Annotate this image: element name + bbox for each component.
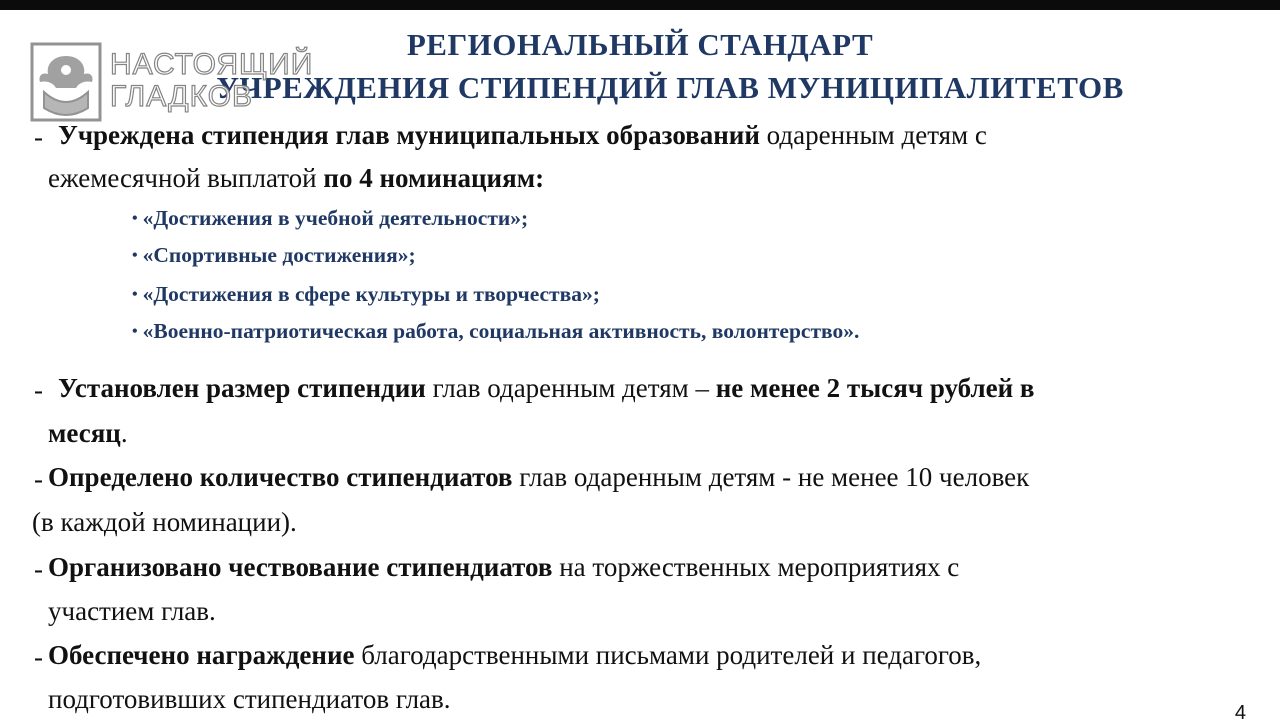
top-black-bar [0,0,1280,10]
item4-bold: Организовано чествование стипендиатов [48,552,553,582]
coat-of-arms-icon [30,42,102,122]
nomination-item [132,243,416,268]
item2-line2 [48,420,128,447]
item2-bold: Установлен размер стипендии [58,373,426,403]
item3-bold: Определено количество стипендиатов [48,462,513,492]
watermark-logo [30,42,320,124]
bullet-icon: • [132,286,138,303]
item1-line2-bold: по 4 номинациям: [323,163,545,193]
nomination-item [132,206,528,231]
item5-line2: подготовивших стипендиатов глав. [48,684,451,714]
nomination-text: «Достижения в учебной деятельности»; [142,206,529,230]
nomination-item [132,319,859,344]
item1-line2-normal: ежемесячной выплатой [48,163,324,193]
bullet-icon: • [132,323,138,340]
bullet-icon: • [132,247,138,264]
item4-normal: на торжественных мероприятиях с [552,552,960,582]
item2-line1 [58,375,1034,402]
item2-normal: глав одаренным детям – [425,373,716,403]
page-number: 4 [1234,702,1246,724]
item5-line1 [48,642,981,669]
item5-bold: Обеспечено награждение [48,640,355,670]
slide-title-line-2: УЧРЕЖДЕНИЯ СТИПЕНДИЙ ГЛАВ МУНИЦИПАЛИТЕТОВ [216,70,1124,105]
nomination-text: «Достижения в сфере культуры и творчества»; [142,282,600,306]
item3-line1 [48,464,1029,491]
item1-dash: - [34,122,43,152]
item5-normal: благодарственными письмами родителей и педагогов, [354,640,982,670]
item3-dash: - [34,464,43,494]
nomination-item [132,282,600,307]
item2-line2-normal: . [120,418,128,448]
watermark-text-line-1: НАСТОЯЩИЙ [110,48,314,81]
item1-bold: Учреждена стипендия глав муниципальных образований [58,120,760,150]
item1-line1 [58,122,987,149]
watermark-text-line-2: ГЛАДКОВ [110,80,254,113]
item2-bold2: не менее 2 тысяч рублей в [715,373,1035,403]
bullet-icon: • [132,210,138,227]
item3-normal: глав одаренным детям - не менее 10 человек [512,462,1030,492]
slide-title-line-1: РЕГИОНАЛЬНЫЙ СТАНДАРТ [406,27,874,62]
item2-line2-bold: месяц [48,418,121,448]
item5-dash: - [34,642,43,672]
item1-line2 [48,165,544,192]
item4-line1 [48,554,959,581]
nomination-text: «Военно-патриотическая работа, социальная активность, волонтерство». [142,319,860,343]
item2-dash: - [34,375,43,405]
item4-dash: - [34,554,43,584]
nomination-text: «Спортивные достижения»; [142,243,416,267]
slide [0,10,1280,724]
item1-rest: одаренным детям с [759,120,987,150]
item3-line2: (в каждой номинации). [32,507,297,537]
item4-line2: участием глав. [48,596,216,626]
